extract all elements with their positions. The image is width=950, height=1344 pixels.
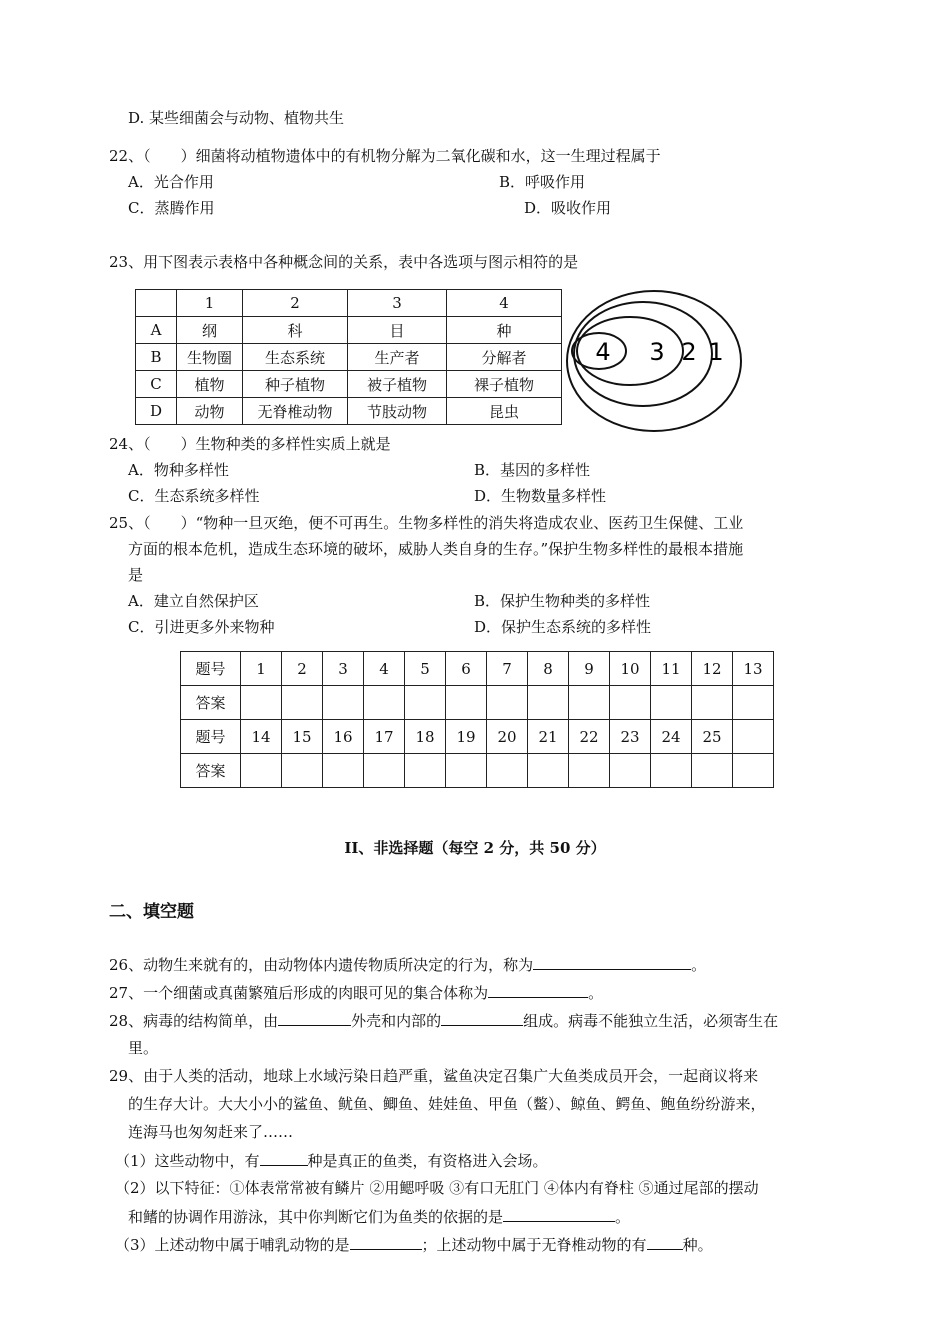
table-cell: B: [136, 344, 177, 371]
question-number-cell: 4: [364, 652, 405, 686]
question-number-cell: 18: [405, 720, 446, 754]
q25-option-b: B．保护生物种类的多样性: [474, 592, 651, 610]
answer-cell[interactable]: [241, 686, 282, 720]
q28-part1: 28、病毒的结构简单，由: [109, 1012, 279, 1030]
table-cell: 无脊椎动物: [243, 398, 348, 425]
table-cell: A: [136, 317, 177, 344]
question-number-cell: 14: [241, 720, 282, 754]
venn-label-3: 3: [649, 338, 665, 366]
q25-option-a: A．建立自然保护区: [128, 592, 259, 610]
table-cell: 纲: [177, 317, 243, 344]
question-number-cell: 17: [364, 720, 405, 754]
question-number-cell: 24: [651, 720, 692, 754]
answer-label: 答案: [181, 754, 241, 788]
answer-cell[interactable]: [241, 754, 282, 788]
q28-line1: [109, 1010, 778, 1031]
q29-sub1-a: （1）这些动物中，有: [115, 1152, 260, 1170]
q29-sub3-a: （3）上述动物中属于哺乳动物的是: [115, 1236, 350, 1254]
table-cell: 被子植物: [348, 371, 447, 398]
question-number-cell: 1: [241, 652, 282, 686]
table-row: [136, 344, 562, 371]
table-cell: 1: [177, 290, 243, 317]
table-row: [181, 754, 774, 788]
question-number-cell: 16: [323, 720, 364, 754]
question-number-cell: 22: [569, 720, 610, 754]
table-cell: 裸子植物: [447, 371, 562, 398]
q29-sub2-text: 和鳍的协调作用游泳，其中你判断它们为鱼类的依据的是: [128, 1208, 504, 1226]
table-cell: 节肢动物: [348, 398, 447, 425]
q29-sub1-blank[interactable]: [260, 1150, 308, 1166]
q29-sub3-blank-2[interactable]: [647, 1234, 683, 1250]
q25-stem-line3: 是: [128, 566, 144, 584]
q22-option-b: B．呼吸作用: [499, 173, 586, 191]
question-number-cell: 15: [282, 720, 323, 754]
table-row: [181, 720, 774, 754]
q22-option-d: D．吸收作用: [524, 199, 612, 217]
section-title: II、非选择题（每空 2 分，共 50 分）: [344, 839, 606, 857]
answer-cell[interactable]: [487, 754, 528, 788]
answer-cell[interactable]: [692, 686, 733, 720]
q27-blank[interactable]: [488, 982, 588, 998]
answer-cell[interactable]: [610, 754, 651, 788]
q28-part2: 外壳和内部的: [351, 1012, 442, 1030]
question-number-cell: 10: [610, 652, 651, 686]
q26-end: 。: [691, 956, 707, 974]
q24-option-b: B．基因的多样性: [474, 461, 591, 479]
venn-label-2: 2: [681, 338, 697, 366]
question-number-cell: 21: [528, 720, 569, 754]
table-cell: 2: [243, 290, 348, 317]
q25-option-c: C．引进更多外来物种: [128, 618, 275, 636]
q26: [109, 954, 706, 975]
answer-cell[interactable]: [651, 686, 692, 720]
q26-blank[interactable]: [533, 954, 691, 970]
answer-cell[interactable]: [364, 754, 405, 788]
q26-text: 26、动物生来就有的，由动物体内遗传物质所决定的行为，称为: [109, 956, 534, 974]
q27-end: 。: [588, 984, 604, 1002]
question-number-cell: 8: [528, 652, 569, 686]
venn-label-4: 4: [595, 338, 611, 366]
table-cell: 种: [447, 317, 562, 344]
q23-concept-table: [135, 289, 562, 425]
q27: [109, 982, 603, 1003]
question-number-cell: 11: [651, 652, 692, 686]
q28-part3: 组成。病毒不能独立生活，必须寄生在: [523, 1012, 779, 1030]
table-cell: D: [136, 398, 177, 425]
table-cell: 昆虫: [447, 398, 562, 425]
answer-cell[interactable]: [569, 754, 610, 788]
answer-cell[interactable]: [487, 686, 528, 720]
question-number-cell: 25: [692, 720, 733, 754]
question-number-cell: 9: [569, 652, 610, 686]
answer-cell[interactable]: [651, 754, 692, 788]
q22-option-c: C．蒸腾作用: [128, 199, 215, 217]
q29-sub2-end: 。: [615, 1208, 631, 1226]
answer-cell[interactable]: [733, 686, 774, 720]
answer-label: 答案: [181, 686, 241, 720]
q22-stem: 22、（ ）细菌将动植物遗体中的有机物分解为二氧化碳和水，这一生理过程属于: [109, 147, 661, 165]
q21-option-d: D. 某些细菌会与动物、植物共生: [128, 109, 345, 127]
answer-cell[interactable]: [323, 686, 364, 720]
q29-sub3-c: 种。: [682, 1236, 713, 1254]
q29-sub3: [115, 1234, 713, 1255]
q28-line2: 里。: [128, 1039, 159, 1057]
question-number-cell: 3: [323, 652, 364, 686]
answer-cell[interactable]: [405, 754, 446, 788]
q27-text: 27、一个细菌或真菌繁殖后形成的肉眼可见的集合体称为: [109, 984, 489, 1002]
q29-line2: 的生存大计。大大小小的鲨鱼、鱿鱼、鲫鱼、娃娃鱼、甲鱼（鳖）、鲸鱼、鳄鱼、鲍鱼纷纷游来，: [128, 1095, 766, 1113]
q24-option-c: C．生态系统多样性: [128, 487, 260, 505]
answer-cell[interactable]: [528, 754, 569, 788]
question-number-label: 题号: [181, 652, 241, 686]
answer-cell[interactable]: [405, 686, 446, 720]
table-cell: 科: [243, 317, 348, 344]
q29-sub2-blank[interactable]: [503, 1206, 615, 1222]
answer-cell[interactable]: [364, 686, 405, 720]
answer-cell[interactable]: [446, 686, 487, 720]
answer-cell[interactable]: [528, 686, 569, 720]
q29-line3: 连海马也匆匆赶来了……: [128, 1123, 294, 1141]
answer-cell[interactable]: [692, 754, 733, 788]
table-row: [136, 317, 562, 344]
q24-option-d: D．生物数量多样性: [474, 487, 607, 505]
table-cell: 目: [348, 317, 447, 344]
table-cell: 生产者: [348, 344, 447, 371]
answer-cell[interactable]: [323, 754, 364, 788]
table-cell: C: [136, 371, 177, 398]
answer-cell[interactable]: [733, 754, 774, 788]
q29-sub3-b: ；上述动物中属于无脊椎动物的有: [421, 1236, 647, 1254]
question-number-cell: 23: [610, 720, 651, 754]
question-number-cell: 20: [487, 720, 528, 754]
q23-stem: 23、用下图表示表格中各种概念间的关系，表中各选项与图示相符的是: [109, 253, 579, 271]
question-number-cell: 19: [446, 720, 487, 754]
table-cell: 分解者: [447, 344, 562, 371]
table-row: [181, 652, 774, 686]
table-cell: 种子植物: [243, 371, 348, 398]
venn-label-1: 1: [708, 338, 724, 366]
table-cell: 动物: [177, 398, 243, 425]
q29-line1: 29、由于人类的活动，地球上水域污染日趋严重，鲨鱼决定召集广大鱼类成员开会，一起商议将来: [109, 1067, 759, 1085]
q29-sub2-line2: [128, 1206, 630, 1227]
q28-blank-1[interactable]: [278, 1010, 351, 1026]
answer-cell[interactable]: [282, 754, 323, 788]
table-cell: 生态系统: [243, 344, 348, 371]
table-row: [136, 371, 562, 398]
question-number-cell: 5: [405, 652, 446, 686]
q29-sub2-line1: （2）以下特征：①体表常常被有鳞片 ②用鳃呼吸 ③有口无肛门 ④体内有脊柱 ⑤通过尾部的摆动: [115, 1179, 759, 1197]
table-row: [136, 290, 562, 317]
question-number-cell: 2: [282, 652, 323, 686]
answer-cell[interactable]: [569, 686, 610, 720]
question-number-cell: 12: [692, 652, 733, 686]
question-number-cell: 13: [733, 652, 774, 686]
answer-cell[interactable]: [610, 686, 651, 720]
q24-option-a: A．物种多样性: [128, 461, 229, 479]
section-subtitle: 二、填空题: [109, 902, 194, 922]
q29-sub3-blank-1[interactable]: [350, 1234, 422, 1250]
table-row: [136, 398, 562, 425]
table-cell: 植物: [177, 371, 243, 398]
q29-sub1: [115, 1150, 548, 1171]
q25-stem-line2: 方面的根本危机，造成生态环境的破坏，威胁人类自身的生存。”保护生物多样性的最根本措施: [128, 540, 744, 558]
venn-ellipse-3: [577, 317, 683, 385]
q23-venn-diagram: [565, 288, 745, 436]
table-cell: 3: [348, 290, 447, 317]
question-number-cell: [733, 720, 774, 754]
table-cell: 4: [447, 290, 562, 317]
q25-stem-line1: 25、（ ）“物种一旦灭绝，便不可再生。生物多样性的消失将造成农业、医药卫生保健、工业: [109, 514, 744, 532]
question-number-cell: 6: [446, 652, 487, 686]
question-number-cell: 7: [487, 652, 528, 686]
q28-blank-2[interactable]: [441, 1010, 523, 1026]
q24-stem: 24、（ ）生物种类的多样性实质上就是: [109, 435, 391, 453]
table-row: [181, 686, 774, 720]
q29-sub1-b: 种是真正的鱼类，有资格进入会场。: [307, 1152, 548, 1170]
answer-cell[interactable]: [282, 686, 323, 720]
answer-cell[interactable]: [446, 754, 487, 788]
question-number-label: 题号: [181, 720, 241, 754]
q22-option-a: A．光合作用: [128, 173, 214, 191]
answer-sheet-table: [180, 651, 774, 788]
table-cell: [136, 290, 177, 317]
table-cell: 生物圈: [177, 344, 243, 371]
q25-option-d: D．保护生态系统的多样性: [474, 618, 652, 636]
